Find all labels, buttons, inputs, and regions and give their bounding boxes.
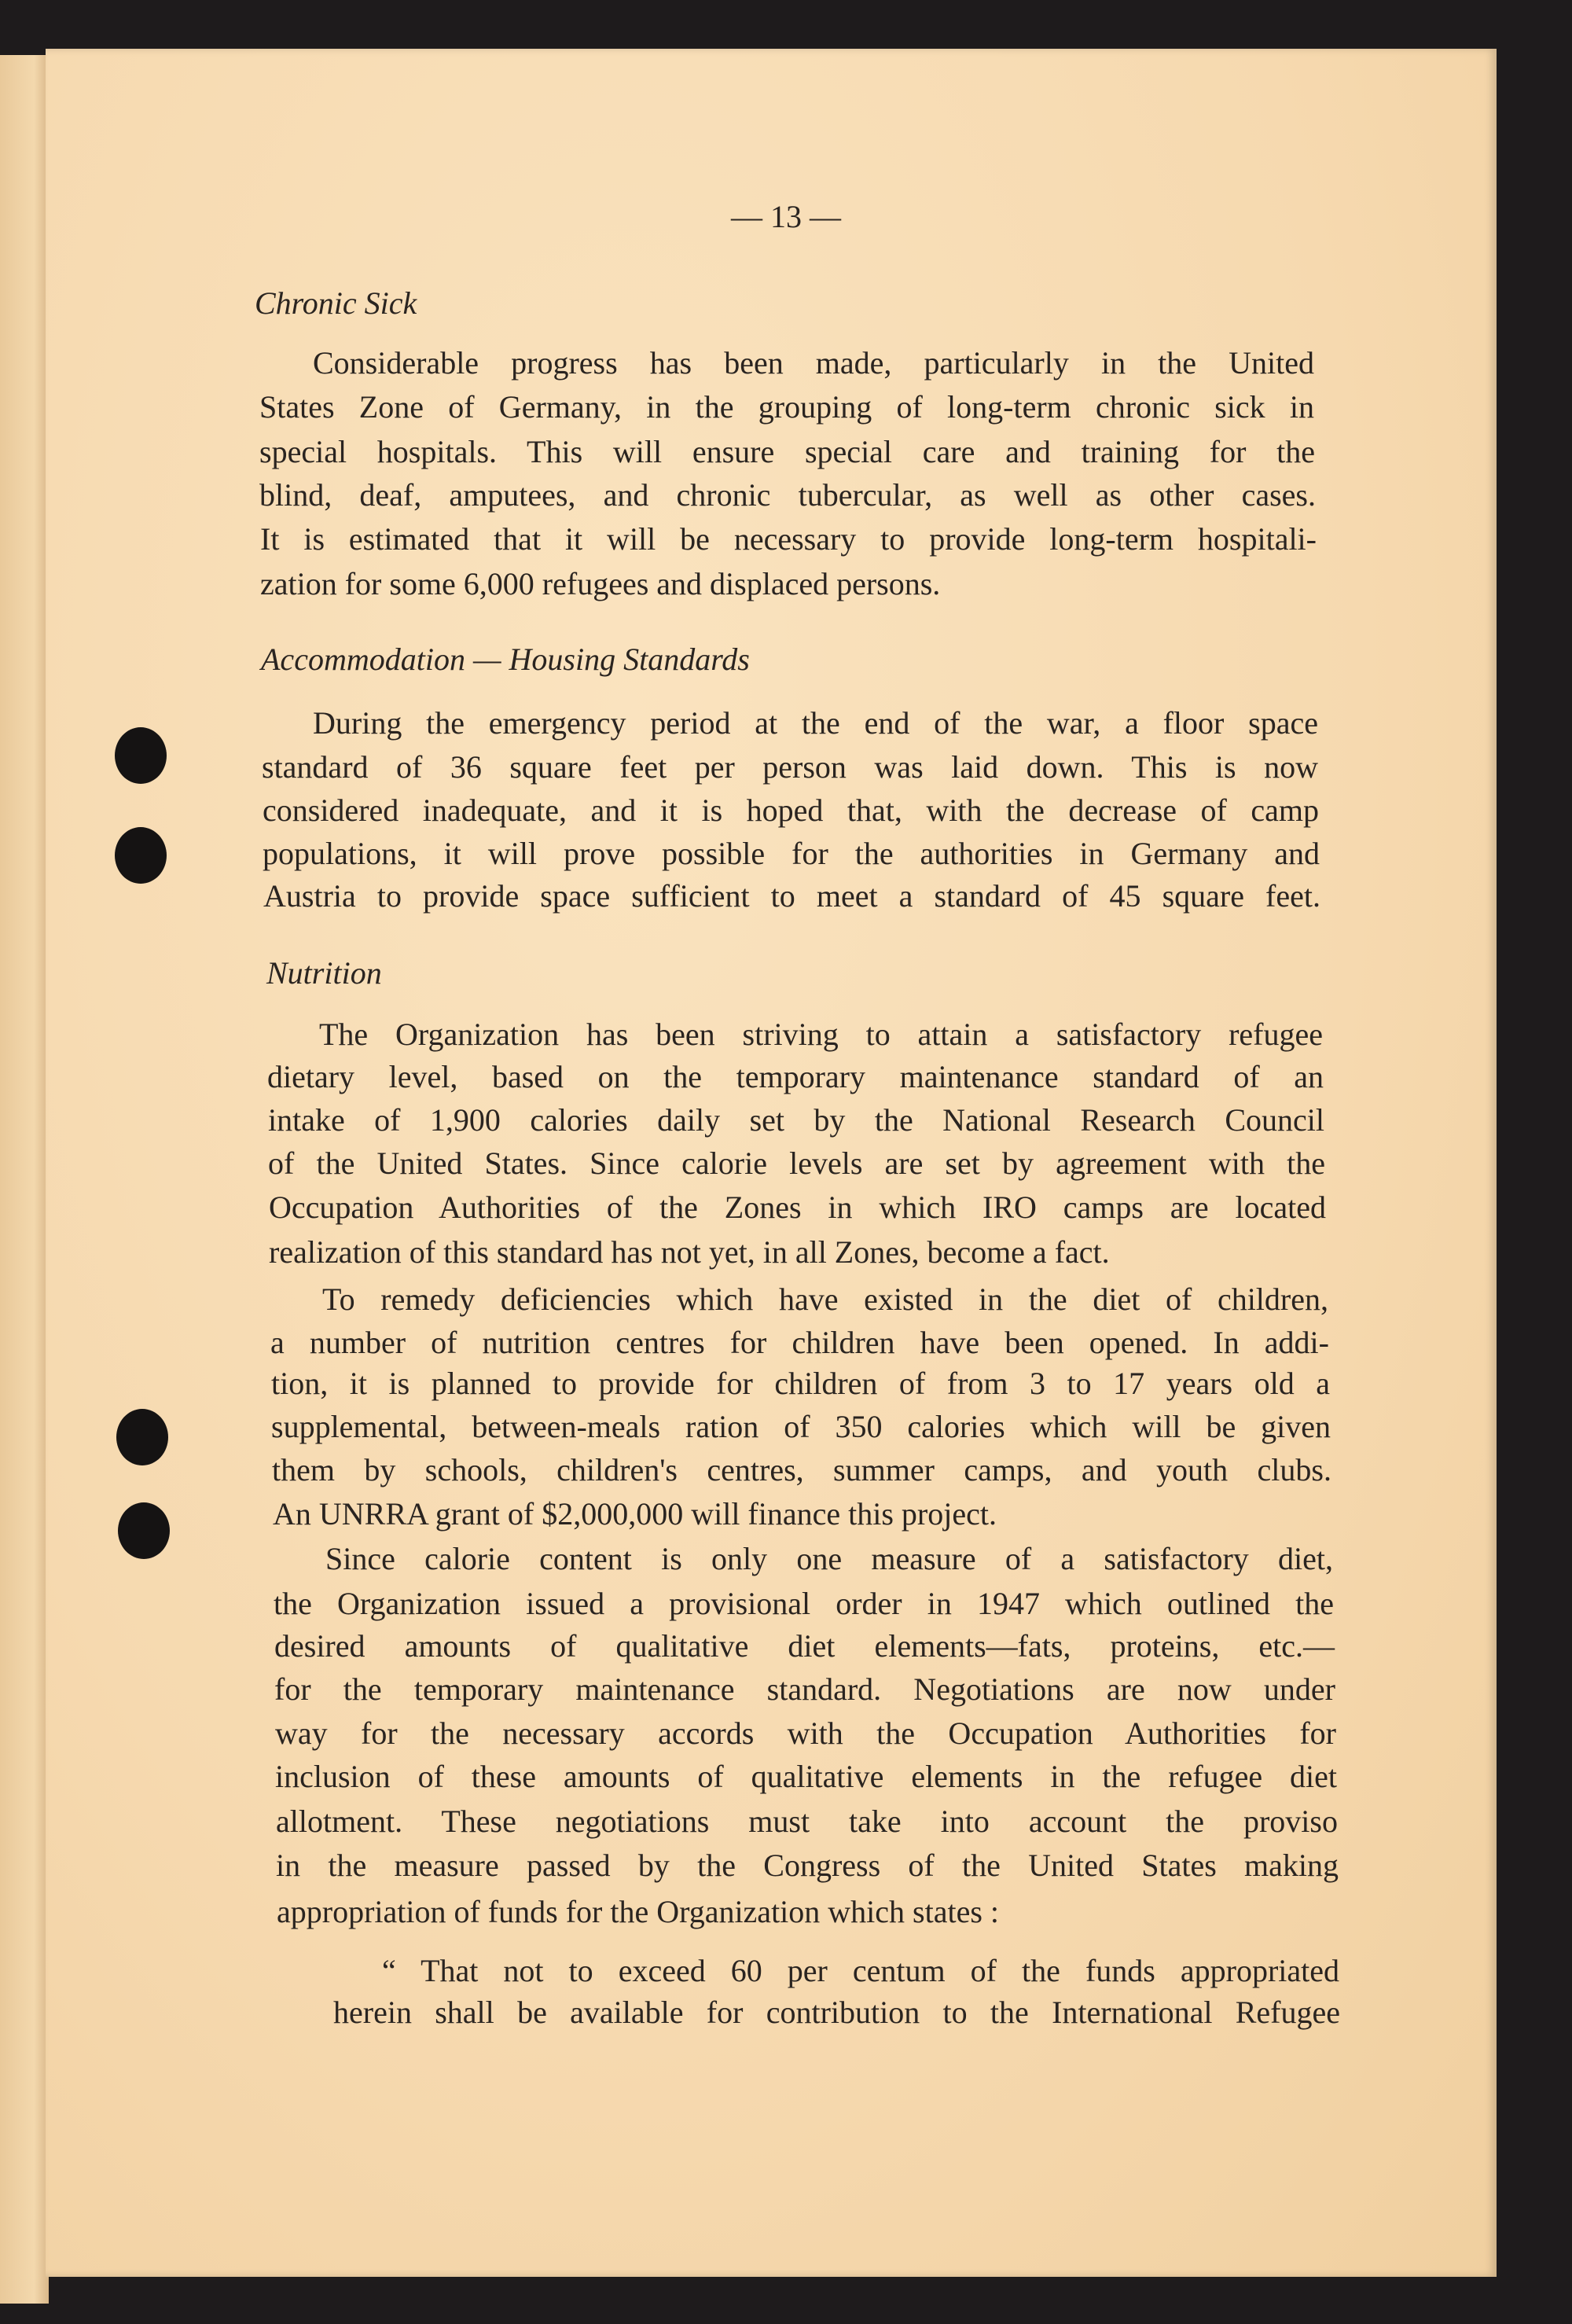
text-line: the Organization issued a provisional order in 1947 which outlined the [274, 1586, 1334, 1621]
text-line: Since calorie content is only one measure of a satisfactory diet, [325, 1541, 1333, 1576]
text-line: in the measure passed by the Congress of the United States making [276, 1848, 1339, 1883]
text-line: allotment. These negotiations must take into account the proviso [276, 1804, 1338, 1839]
page-number: — 13 — [731, 199, 841, 234]
text-line: intake of 1,900 calories daily set by the National Research Council [268, 1102, 1324, 1138]
text-line: To remedy deficiencies which have existed in the diet of children, [322, 1282, 1328, 1317]
text-line: standard of 36 square feet per person was laid down. This is now [262, 749, 1318, 785]
text-line: Occupation Authorities of the Zones in which IRO camps are located [269, 1190, 1326, 1225]
text-line: An UNRRA grant of $2,000,000 will finance this project. [273, 1496, 997, 1532]
text-line: tion, it is planned to provide for children of from 3 to 17 years old a [271, 1366, 1330, 1401]
section-heading: Chronic Sick [255, 285, 417, 321]
text-line: them by schools, children's centres, summer camps, and youth clubs. [272, 1452, 1331, 1487]
punch-hole [115, 727, 167, 784]
text-line: During the emergency period at the end of the war, a floor space [313, 705, 1318, 741]
text-line: considered inadequate, and it is hoped that, with the decrease of camp [263, 792, 1319, 828]
text-line: zation for some 6,000 refugees and displaced persons. [260, 566, 941, 601]
text-line: for the temporary maintenance standard. Negotiations are now under [274, 1671, 1335, 1707]
text-line: of the United States. Since calorie levels are set by agreement with the [268, 1145, 1325, 1181]
text-line: The Organization has been striving to attain a satisfactory refugee [319, 1017, 1323, 1052]
text-line: special hospitals. This will ensure special care and training for the [259, 434, 1315, 469]
previous-page-edge [0, 55, 49, 2304]
text-line: way for the necessary accords with the Occupation Authorities for [275, 1715, 1336, 1751]
punch-hole [118, 1502, 170, 1559]
text-line: desired amounts of qualitative diet elements—fats, proteins, etc.— [274, 1628, 1335, 1664]
text-line: inclusion of these amounts of qualitative elements in the refugee diet [275, 1759, 1337, 1794]
section-heading: Nutrition [266, 955, 382, 991]
text-line: realization of this standard has not yet, in all Zones, become a fact. [269, 1234, 1110, 1270]
text-line: dietary level, based on the temporary maintenance standard of an [267, 1059, 1324, 1094]
text-line: a number of nutrition centres for children have been opened. In addi- [270, 1325, 1329, 1360]
text-line: blind, deaf, amputees, and chronic tubercular, as well as other cases. [259, 477, 1316, 513]
text-line: It is estimated that it will be necessary to provide long-term hospitali- [260, 521, 1317, 557]
text-line: Austria to provide space sufficient to meet a standard of 45 square feet. [263, 878, 1320, 914]
section-heading: Accommodation — Housing Standards [261, 642, 750, 677]
text-line: Considerable progress has been made, particularly in the United [313, 345, 1314, 381]
quote-line: “ That not to exceed 60 per centum of the funds appropriated [382, 1953, 1339, 1988]
text-line: States Zone of Germany, in the grouping of long-term chronic sick in [259, 389, 1314, 425]
text-line: supplemental, between-meals ration of 350 calories which will be given [271, 1409, 1331, 1444]
quote-line: herein shall be available for contribution to the International Refugee [333, 1995, 1340, 2030]
text-line: appropriation of funds for the Organization which states : [277, 1894, 1000, 1929]
text-line: populations, it will prove possible for the authorities in Germany and [263, 836, 1320, 871]
punch-hole [115, 827, 167, 884]
punch-hole [116, 1409, 168, 1465]
